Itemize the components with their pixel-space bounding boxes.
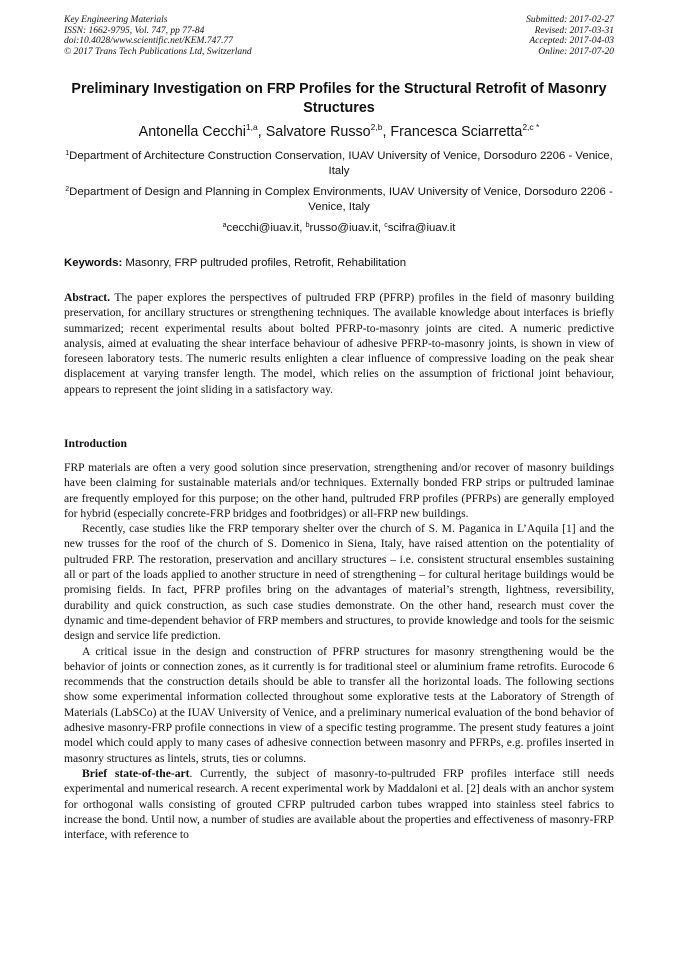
issn: ISSN: 1662-9795, Vol. 747, pp 77-84 xyxy=(64,25,205,36)
keywords-text: Masonry, FRP pultruded profiles, Retrofit, Rehabilitation xyxy=(122,257,407,269)
introduction-heading: Introduction xyxy=(64,437,127,450)
affiliation-text: Department of Architecture Construction Conservation, IUAV University of Venice, Dorsoduro 2206 - Venice, Italy xyxy=(69,150,613,177)
author-superscript: 2,c * xyxy=(522,122,540,132)
email-link[interactable]: scifra@iuav.it xyxy=(387,222,456,234)
keywords-label: Keywords: xyxy=(64,257,123,269)
paragraph: Recently, case studies like the FRP temporary shelter over the church of S. M. Paganica in L’Aquila [1] and the new trusses for the roof of the church of S. Domenico in Siena, Italy, have raised attention on the potentiality of pultruded FRP. The restoration, preservation and ancillary structures – i.e. consistent structural ensembles sustaining all or part of the loads applied to another structure in need of strengthening – for cultural heritage buildings would be promising fields. In fact, PFRP profiles bring on the advantages of material’s strength, lightness, reversibility, durability and quick construction, as such case studies demonstrate. On the other hand, research must cover the dynamic and time-dependent behavior of FRP members and structures, to provide knowledge and tools for the seismic design and service life prediction. xyxy=(64,522,614,643)
state-of-art-label: Brief state-of-the-art xyxy=(82,766,190,780)
author-superscript: 1,a xyxy=(245,122,258,132)
affiliation-marker: 2 xyxy=(65,186,70,193)
author-name: Antonella Cecchi xyxy=(138,124,246,140)
email-separator: , xyxy=(377,222,385,234)
paragraph: A critical issue in the design and construction of PFRP structures for masonry strengthening would be the behavior of joints or connection zones, as it currently is for traditional steel or aluminium frame retrofits. Eurocode 6 recommends that the construction details should be able to transfer all the horizontal loads. The following sections show some experimental information collected throughout some explorative tests at the Laboratory of Strength of Materials (LabSCo) at the IUAV University of Venice, and a preliminary numerical evaluation of the bond behavior of adhesive masonry-FRP profile connections in view of a specific testing programme. The present study features a joint model which could apply to many cases of adhesive connection between masonry and PFRPs, e.g. profiles inserted in masonry structures as lintels, struts, ties or columns. xyxy=(64,644,614,765)
keywords xyxy=(64,256,614,270)
affiliation-2 xyxy=(64,185,614,215)
author-superscript: 2,b xyxy=(370,122,383,132)
accepted-date: Accepted: 2017-04-03 xyxy=(529,36,614,47)
journal-name: Key Engineering Materials xyxy=(64,15,168,25)
copyright: © 2017 Trans Tech Publications Ltd, Switzerland xyxy=(64,46,252,57)
doi[interactable]: doi:10.4028/www.scientific.net/KEM.747.77 xyxy=(64,36,233,47)
email-list xyxy=(64,221,614,235)
online-date: Online: 2017-07-20 xyxy=(538,46,614,57)
state-of-art-text: . Currently, the subject of masonry-to-pultruded FRP profiles interface still needs experimental and numerical research. A recent experimental work by Maddaloni et al. [2] deals with an anchor system for orthogonal walls consisting of grouted CFRP pultruded carbon tubes wrapped into stainless steel fabrics to increase the bond. Until now, a number of studies are available about the properties and effectiveness of masonry-FRP interface, with reference to xyxy=(64,766,614,842)
author-name: Salvatore Russo xyxy=(265,124,371,140)
email-marker: c xyxy=(384,222,388,229)
email-marker: a xyxy=(222,222,227,229)
paragraph: FRP materials are often a very good solution since preservation, strengthening and/or recover of masonry buildings have been claiming for sustainable materials and/or techniques. Externally bonded FRP strips or pultruded laminae are frequently employed for this purpose; on the other hand, pultruded FRP profiles (PFRPs) are generally employed for hybrid (especially concrete-FRP bridges and footbridges) or all-FRP new buildings. xyxy=(64,461,614,520)
dates-header xyxy=(526,15,614,57)
revised-date: Revised: 2017-03-31 xyxy=(534,25,614,36)
abstract-text: The paper explores the perspectives of pultruded FRP (PFRP) profiles in the field of masonry building preservation, for ancillary structures or strengthening techniques. The available knowledge about interfaces is briefly summarized; recent experimental results about bolted PFRP-to-masonry joints are cited. A numeric predictive analysis, aimed at evaluating the shear interface behaviour of adhesive PFRP-to-masonry joints, is shown in view of foreseen laboratory tests. The numeric results enlighten a clear influence of compressive loading on the peak shear displacement at varying transfer length. The model, which relies on the assumption of frictional joint behaviour, appears to represent the joint sliding in a satisfactory way. xyxy=(64,291,614,396)
author-list xyxy=(64,123,614,141)
abstract-label: Abstract. xyxy=(64,291,111,304)
email-link[interactable]: cecchi@iuav.it xyxy=(226,222,300,234)
abstract xyxy=(64,290,614,397)
affiliation-1 xyxy=(64,149,614,179)
introduction-body xyxy=(64,460,614,842)
author-separator: , xyxy=(257,124,266,140)
submitted-date: Submitted: 2017-02-27 xyxy=(526,15,614,25)
author-name: Francesca Sciarretta xyxy=(390,124,523,140)
email-separator: , xyxy=(299,222,306,234)
affiliation-text: Department of Design and Planning in Complex Environments, IUAV University of Venice, Dorsoduro 2206 - Venice, Italy xyxy=(69,186,613,213)
state-of-art-paragraph xyxy=(64,766,614,842)
author-separator: , xyxy=(382,124,391,140)
paper-title: Preliminary Investigation on FRP Profiles for the Structural Retrofit of Masonry Structures xyxy=(71,81,607,116)
journal-header xyxy=(64,15,252,57)
email-marker: b xyxy=(305,222,310,229)
email-link[interactable]: russo@iuav.it xyxy=(309,222,378,234)
affiliation-marker: 1 xyxy=(65,150,70,157)
